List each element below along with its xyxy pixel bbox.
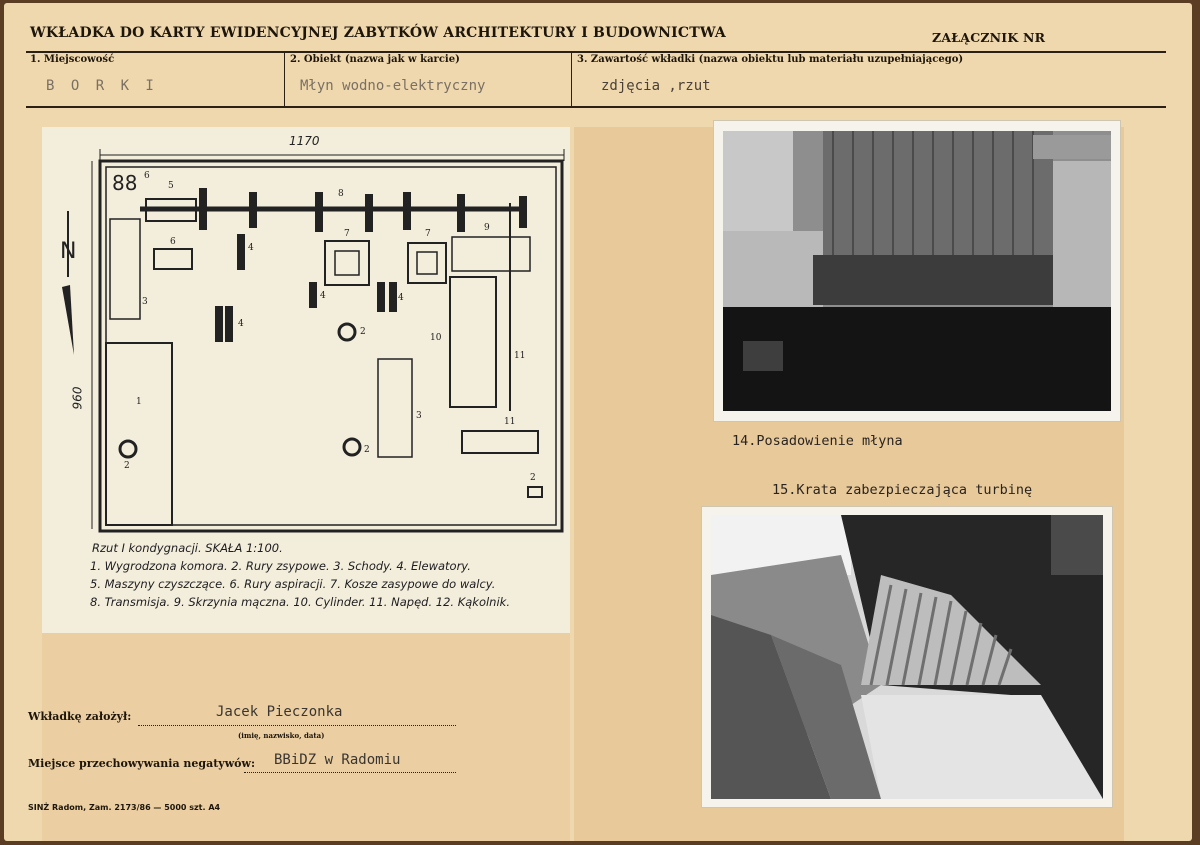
plan-label-2: 2	[364, 445, 370, 455]
photo-turbine-grate-image	[711, 515, 1103, 799]
locality-label: 1. Miejscowość	[30, 54, 115, 65]
plan-label-11: 11	[514, 351, 526, 361]
floor-plan	[42, 127, 570, 633]
photo-mill-foundation-image	[723, 131, 1111, 411]
floor-plan-drawing	[42, 127, 570, 633]
plan-label-2: 2	[530, 473, 536, 483]
plan-width-dimension: 1170	[289, 134, 320, 148]
plan-label-11: 11	[504, 417, 516, 427]
plan-label-5: 5	[168, 181, 174, 191]
plan-label-7: 7	[344, 229, 350, 239]
photo-15-caption: 15.Krata zabezpieczająca turbinę	[772, 482, 1033, 498]
attachment-number-label: ZAŁĄCZNIK NR	[932, 30, 1046, 45]
record-sheet	[4, 3, 1192, 841]
contents-label: 3. Zawartość wkładki (nazwa obiektu lub materiału uzupełniającego)	[577, 54, 964, 65]
plan-label-10: 10	[430, 333, 442, 343]
plan-label-6: 6	[144, 171, 150, 181]
document-title: WKŁADKA DO KARTY EWIDENCYJNEJ ZABYTKÓW ARCHITEKTURY I BUDOWNICTWA	[30, 25, 726, 41]
photo-14-caption: 14.Posadowienie młyna	[732, 433, 903, 449]
storage-value: BBiDZ w Radomiu	[274, 752, 401, 768]
field-divider	[571, 51, 572, 106]
fields-rule	[26, 106, 1166, 108]
plan-label-4: 4	[248, 243, 254, 253]
print-info: SINŻ Radom, Zam. 2173/86 — 5000 szt. A4	[28, 803, 221, 812]
plan-label-1: 1	[136, 397, 142, 407]
object-label: 2. Obiekt (nazwa jak w karcie)	[290, 54, 460, 65]
plan-height-dimension: 960	[70, 386, 85, 410]
plan-label-9: 9	[484, 223, 490, 233]
storage-label: Miejsce przechowywania negatywów:	[28, 757, 256, 770]
plan-label-8: 8	[338, 189, 344, 199]
plan-label-4: 4	[398, 293, 404, 303]
plan-caption-title: Rzut I kondygnacji. SKAŁA 1:100.	[92, 541, 283, 555]
plan-label-2: 2	[360, 327, 366, 337]
plan-label-4: 4	[238, 319, 244, 329]
north-arrow-label: N	[60, 239, 77, 264]
founder-line	[138, 725, 456, 726]
contents-value: zdjęcia ,rzut	[601, 78, 711, 94]
locality-value: B O R K I	[46, 78, 158, 94]
founder-label: Wkładkę założył:	[28, 710, 132, 723]
photo-mill-foundation	[714, 121, 1120, 421]
field-divider	[284, 51, 285, 106]
plan-label-7: 7	[425, 229, 431, 239]
plan-label-2: 2	[124, 461, 130, 471]
plan-label-3: 3	[142, 297, 148, 307]
plan-legend-line: 1. Wygrodzona komora. 2. Rury zsypowe. 3. Schody. 4. Elewatory.	[90, 559, 471, 573]
founder-value: Jacek Pieczonka	[216, 704, 343, 720]
header-rule	[26, 51, 1166, 53]
plan-legend-line: 5. Maszyny czyszczące. 6. Rury aspiracji. 7. Kosze zasypowe do walcy.	[90, 577, 496, 591]
plan-legend-line: 8. Transmisja. 9. Skrzynia mączna. 10. Cylinder. 11. Napęd. 12. Kąkolnik.	[90, 595, 510, 609]
photo-turbine-grate	[702, 507, 1112, 807]
plan-label-4: 4	[320, 291, 326, 301]
plan-label-3: 3	[416, 411, 422, 421]
founder-hint: (imię, nazwisko, data)	[238, 731, 325, 740]
object-value: Młyn wodno-elektryczny	[300, 78, 486, 94]
plan-label-6: 6	[170, 237, 176, 247]
plan-label-88: 88	[112, 171, 138, 195]
storage-line	[244, 772, 456, 773]
